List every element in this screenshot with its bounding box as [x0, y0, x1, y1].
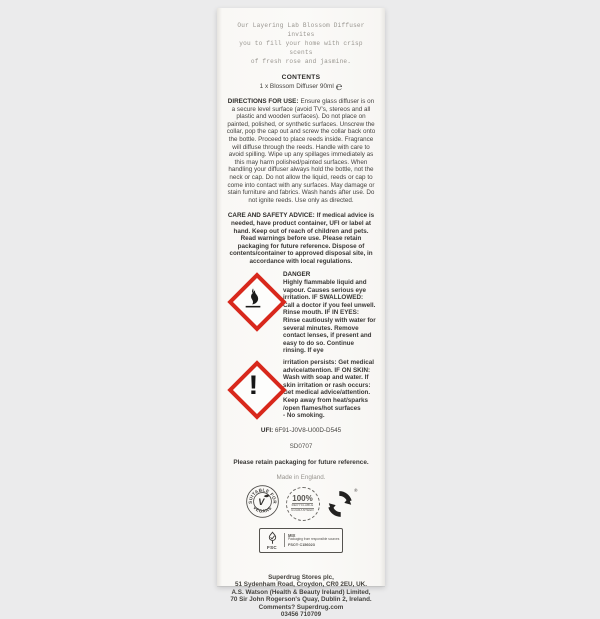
ufi-line: [226, 427, 376, 434]
leaf-icon: [263, 494, 269, 497]
intro-text: [226, 21, 376, 66]
address-line: Comments? Superdrug.com: [258, 603, 344, 611]
exclamation-warning-text: [283, 358, 376, 420]
danger-heading: DANGER: [283, 271, 311, 279]
directions-heading: DIRECTIONS FOR USE:: [227, 98, 299, 105]
recyclable-line2: GUARANTEED: [291, 507, 314, 512]
fsc-logo: [263, 531, 281, 550]
fsc-label: [259, 528, 343, 553]
flammable-warning-text: [283, 270, 376, 355]
ufi-label: UFI:: [260, 426, 274, 434]
manufacturer-address: [226, 574, 376, 619]
green-dot-icon: [327, 487, 358, 518]
address-line: Superdrug Stores plc,: [268, 573, 334, 581]
recyclable-percent: 100%: [292, 494, 313, 504]
flammable-text: Highly flammable liquid and vapour. Causes serious eye irritation. IF SWALLOWED: Call a doctor if you feel unwell. Rinse mouth. IF IN EYES: Rinse cautiously with water for several minutes. Remove contact lenses, if present and easy to do so. Continue rinsing. If eye: [283, 279, 376, 355]
fsc-tree-icon: [266, 531, 279, 545]
recyclable-line1: RECYCLABLE: [291, 503, 314, 508]
ufi-code: 6F91-J0V8-U00D-D545: [274, 426, 342, 434]
fsc-description: Packaging from responsible sources: [288, 537, 340, 542]
registered-mark: ®: [354, 487, 358, 493]
intro-line: you to fill your home with crisp scents: [239, 40, 363, 56]
fsc-brand-text: FSC: [267, 544, 277, 550]
vegan-stamp-v: V: [257, 496, 264, 507]
batch-code: SD0707: [289, 442, 313, 450]
fsc-code: FSC® C156023: [288, 543, 315, 548]
fsc-mix: MIX: [288, 533, 296, 539]
made-in-line: Made in England.: [276, 473, 326, 481]
contents-item: 1 x Blossom Diffuser 90ml: [259, 83, 334, 90]
intro-line: of fresh rose and jasmine.: [250, 58, 352, 65]
retain-packaging-note: Please retain packaging for future reference.: [233, 458, 369, 466]
address-line: 51 Sydenham Road, Croydon, CR0 2EU, UK.: [235, 581, 367, 589]
contents-section: [226, 74, 376, 93]
fsc-text-block: [284, 533, 340, 547]
contents-heading: CONTENTS: [281, 74, 321, 81]
flame-icon: [226, 270, 280, 326]
certification-stamps-row: [226, 485, 376, 523]
recyclable-stamp-icon: [286, 487, 320, 521]
care-body: If medical advice is needed, have product container, UFI or label at hand. Keep out of reach of children and pets. Read warnings before use. Please retain packaging for future reference. Dispose of contents/container to approved disposal site, in accordance with local regulations.: [229, 212, 375, 265]
address-line: 70 Sir John Rogerson's Quay, Dublin 2, Ireland.: [230, 596, 372, 604]
hazard-section: [226, 270, 376, 419]
care-safety-paragraph: [226, 212, 376, 265]
exclamation-pictogram-icon: [226, 358, 280, 414]
vegan-stamp-icon: [246, 485, 279, 523]
address-line: A.S. Watson (Health & Beauty Ireland) Limited,: [231, 588, 371, 596]
hazard-row-exclamation: [226, 358, 376, 420]
directions-body: Ensure glass diffuser is on a secure level surface (avoid TV's, stereos and all plastic and wooden surfaces). Do not place on painted, polished, or synthetic surfaces. Unscrew the collar, pop the cap out and screw the collar back onto the bottle. Proceed to place reeds inside. Fragrance will diffuse through the reeds. Handle with care to avoid spilling. Wipe up any spillages immediately as this may harm polished/painted surfaces. When handling your diffuser always hold the bottle, not the neck or cap. Do not allow the liquid, reeds or cap to come into contact with any surfaces. May damage or stain furniture and fabrics. Wash hands after use. Do not ignite reeds. Use only as directed.: [226, 98, 376, 204]
vegan-stamp-bottom-text: VEGANS: [251, 504, 273, 514]
hazard-row-flammable: [226, 270, 376, 355]
exclamation-glyph: !: [248, 369, 258, 400]
address-line: 03456 710709: [280, 611, 322, 619]
flammable-pictogram-icon: [226, 270, 280, 326]
intro-line: Our Layering Lab Blossom Diffuser invites: [237, 22, 365, 38]
exclamation-icon: [226, 358, 280, 414]
exclamation-text: irritation persists: Get medical advice/attention. IF ON SKIN: Wash with soap and water. If skin irritation or rash occurs: Get medical advice/attention. Keep away from heat/sparks /open flames/hot surfaces: [283, 359, 374, 412]
no-smoking-line: - No smoking.: [283, 412, 325, 420]
directions-paragraph: [226, 98, 376, 204]
care-heading: CARE AND SAFETY ADVICE:: [227, 212, 315, 220]
packaging-back-panel: [217, 8, 385, 619]
contents-line: [226, 80, 376, 93]
estimated-sign-icon: ℮: [335, 80, 343, 93]
vegan-stamp-top-text: SUITABLE FOR: [247, 487, 277, 504]
